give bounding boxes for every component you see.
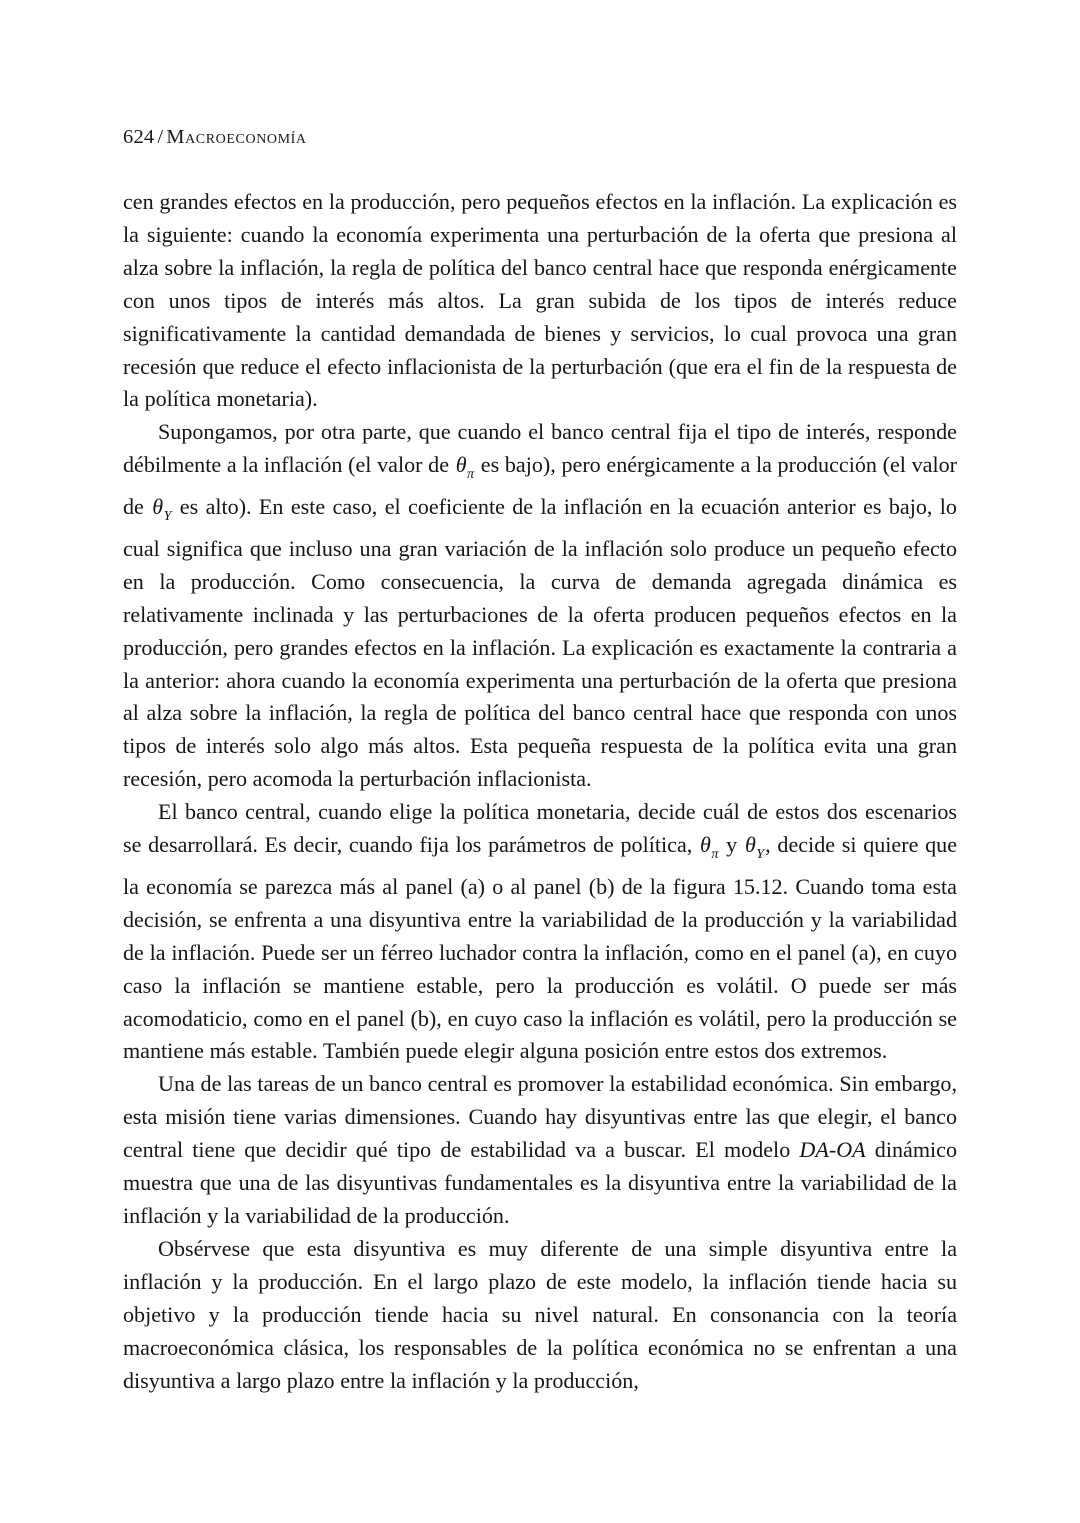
math-symbol-theta: [744, 832, 765, 863]
math-symbol-theta: [699, 832, 719, 863]
paragraph: [123, 796, 957, 1068]
text-run: es alto). En este caso, el coeficiente de la inflación en la ecuación anterior es bajo, lo cual significa que incluso una gran variación de la inflación solo produce un pequeño efecto en la producción. Como consecuencia, la curva de demanda agregada dinámica es relativamente inclinada y las perturbaciones de la oferta producen pequeños efectos en la producción, pero grandes efectos en la inflación. La explicación es exactamente la contraria a la anterior: ahora cuando la economía experimenta una perturbación de la oferta que presiona al alza sobre la inflación, la regla de política del banco central hace que responda con unos tipos de interés solo algo más altos. Esta pequeña respuesta de la política evita una gran recesión, pero acomoda la perturbación inflacionista.: [123, 494, 957, 792]
theta-subscript: π: [711, 846, 719, 863]
text-run: Una de las tareas de un banco central es promover la estabilidad económica. Sin embargo, esta misión tiene varias dimensiones. Cuando hay disyuntivas entre las que elegir, el banco central tiene que decidir qué tipo de estabilidad va a buscar. El modelo: [123, 1071, 957, 1163]
theta-base: θ: [152, 494, 164, 520]
math-symbol-theta: [151, 494, 172, 525]
theta-base: θ: [744, 832, 756, 858]
theta-subscript: Y: [756, 846, 765, 863]
page-number: 624: [123, 126, 155, 148]
text-run: El banco central, cuando elige la política monetaria, decide cuál de estos dos escenarios se desarrollará. Es decir, cuando fija los parámetros de política,: [123, 799, 957, 858]
running-head-separator: /: [157, 126, 164, 148]
paragraph: [123, 416, 957, 796]
theta-base: θ: [700, 832, 711, 858]
math-symbol-theta: [455, 452, 475, 483]
text-run: cen grandes efectos en la producción, pero pequeños efectos en la inflación. La explicación es la siguiente: cuando la economía experimenta una perturbación de la oferta que presiona al alza sobre la inflación, la regla de política del banco central hace que responda enérgicamente con unos tipos de interés más altos. La gran subida de los tipos de interés reduce significativamente la cantidad demandada de bienes y servicios, lo cual provoca una gran recesión que reduce el efecto inflacionista de la perturbación (que era el fin de la respuesta de la política monetaria).: [123, 189, 957, 412]
theta-subscript: Y: [163, 508, 172, 525]
paragraph: [123, 1233, 957, 1398]
theta-subscript: π: [467, 466, 475, 483]
text-run: es bajo), pero enérgicamente a la producción (el valor de: [123, 452, 957, 520]
text-run: , decide si quiere que la economía se parezca más al panel (a) o al panel (b) de la figura 15.12. Cuando toma esta decisión, se enfrenta a una disyuntiva entre la variabilidad de la producción y la variabilidad de la inflación. Puede ser un férreo luchador contra la inflación, como en el panel (a), en cuyo caso la inflación se mantiene estable, pero la producción es volátil. O puede ser más acomodaticio, como en el panel (b), en cuyo caso la inflación es volátil, pero la producción se mantiene más estable. También puede elegir alguna posición entre estos dos extremos.: [123, 832, 958, 1064]
text-run: dinámico muestra que una de las disyuntivas fundamentales es la disyuntiva entre la variabilidad de la inflación y la variabilidad de la producción.: [123, 1137, 958, 1228]
text-run: y: [719, 832, 744, 858]
text-run: Obsérvese que esta disyuntiva es muy diferente de una simple disyuntiva entre la inflación y la producción. En el largo plazo de este modelo, la inflación tiende hacia su objetivo y la producción tiende hacia su nivel natural. En consonancia con la teoría macroeconómica clásica, los responsables de la política económica no se enfrentan a una disyuntiva a largo plazo entre la inflación y la producción,: [123, 1235, 957, 1393]
paragraph: [123, 186, 957, 416]
italic-term: DA-OA: [799, 1137, 866, 1163]
running-head: [123, 124, 307, 150]
body-text-block: [123, 186, 957, 1397]
theta-base: θ: [455, 452, 467, 478]
text-run: Supongamos, por otra parte, que cuando el banco central fija el tipo de interés, responde débilmente a la inflación (el valor de: [123, 419, 957, 478]
book-title: Macroeconomía: [166, 126, 307, 148]
paragraph: [123, 1068, 957, 1233]
